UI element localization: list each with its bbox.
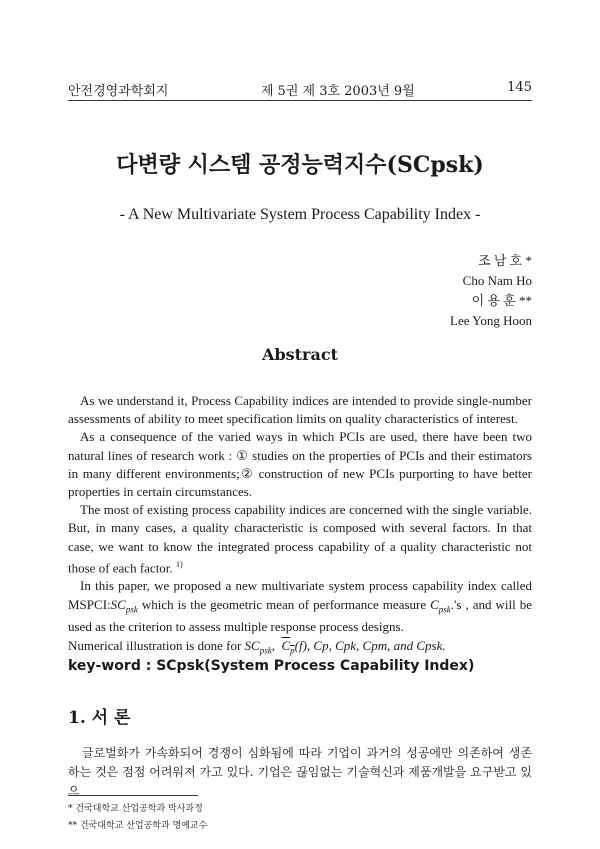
abstract-paragraph-3: The most of existing process capability indices are concerned with the single variable. But, in many cases, a quality characteristic is composed with several factors. In that case, we want to know the integrated process capability of a quality characteristic not those of each factor. $^{1)}$ (68, 502, 532, 576)
author-2-korean: 이 용 훈 ** (471, 293, 532, 308)
paper-title: 다변량 시스템 공정능력지수(SCpsk) (116, 152, 484, 178)
paper-subtitle: - A New Multivariate System Process Capability Index - (119, 206, 481, 223)
introduction-text (68, 744, 532, 801)
journal-name: 안전경영과학회지 (68, 84, 169, 99)
footnote-divider (68, 795, 198, 796)
abstract-paragraph-2: As a consequence of the varied ways in which PCIs are used, there have been two natural lines of research work : ① studies on the properties of PCIs and their estimators in many different environments;② construction of new PCIs purporting to have better properties in certain circumstances. (68, 429, 532, 500)
section-heading (68, 703, 130, 728)
footnote-2: ** 건국대학교 산업공학과 명예교수 (68, 821, 208, 831)
header-divider (68, 100, 532, 101)
section-title: 서 론 (91, 708, 131, 728)
keywords-line: key-word : SCpsk(System Process Capability Index) (68, 658, 475, 674)
issue-info: 제 5권 제 3호 2003년 9월 (260, 84, 415, 99)
author-1-korean: 조 남 호 * (478, 253, 532, 268)
running-header (68, 80, 532, 99)
footnotes (68, 801, 207, 835)
author-1-english: Cho Nam Ho (462, 273, 532, 288)
abstract-heading: Abstract (262, 345, 338, 364)
intro-paragraph: 글로벌화가 가속화되어 경쟁이 심화됨에 따라 기업이 과거의 성공에만 의존하여 생존하는 것은 점점 어려워져 가고 있다. 기업은 끊임없는 기술혁신과 제품개발을 요구받고 있으 (68, 746, 532, 798)
author-2-english: Lee Yong Hoon (450, 313, 532, 328)
abstract-paragraph-1: As we understand it, Process Capability indices are intended to provide single-number assessments of ability to meet specification limits on quality characteristics of interest. (68, 393, 532, 427)
section-number: 1. (68, 708, 86, 728)
footnote-1: * 건국대학교 산업공학과 박사과정 (68, 804, 203, 814)
author-block (450, 251, 532, 331)
abstract-body (68, 392, 532, 659)
abstract-paragraph-5: Numerical illustration is done for $SC_{psk}$, $C_p(f)$, Cp, Cpk, Cpm, and Cpsk. (68, 637, 446, 656)
abstract-paragraph-4: In this paper, we proposed a new multivariate system process capability index called $MSPCI:SC_{psk}$ which is the geometric mean of performance measure $C_{psk}.'s$ , and will be used as the criterion to assess multiple response process designs. (68, 578, 532, 635)
page-number: 145 (507, 80, 532, 95)
